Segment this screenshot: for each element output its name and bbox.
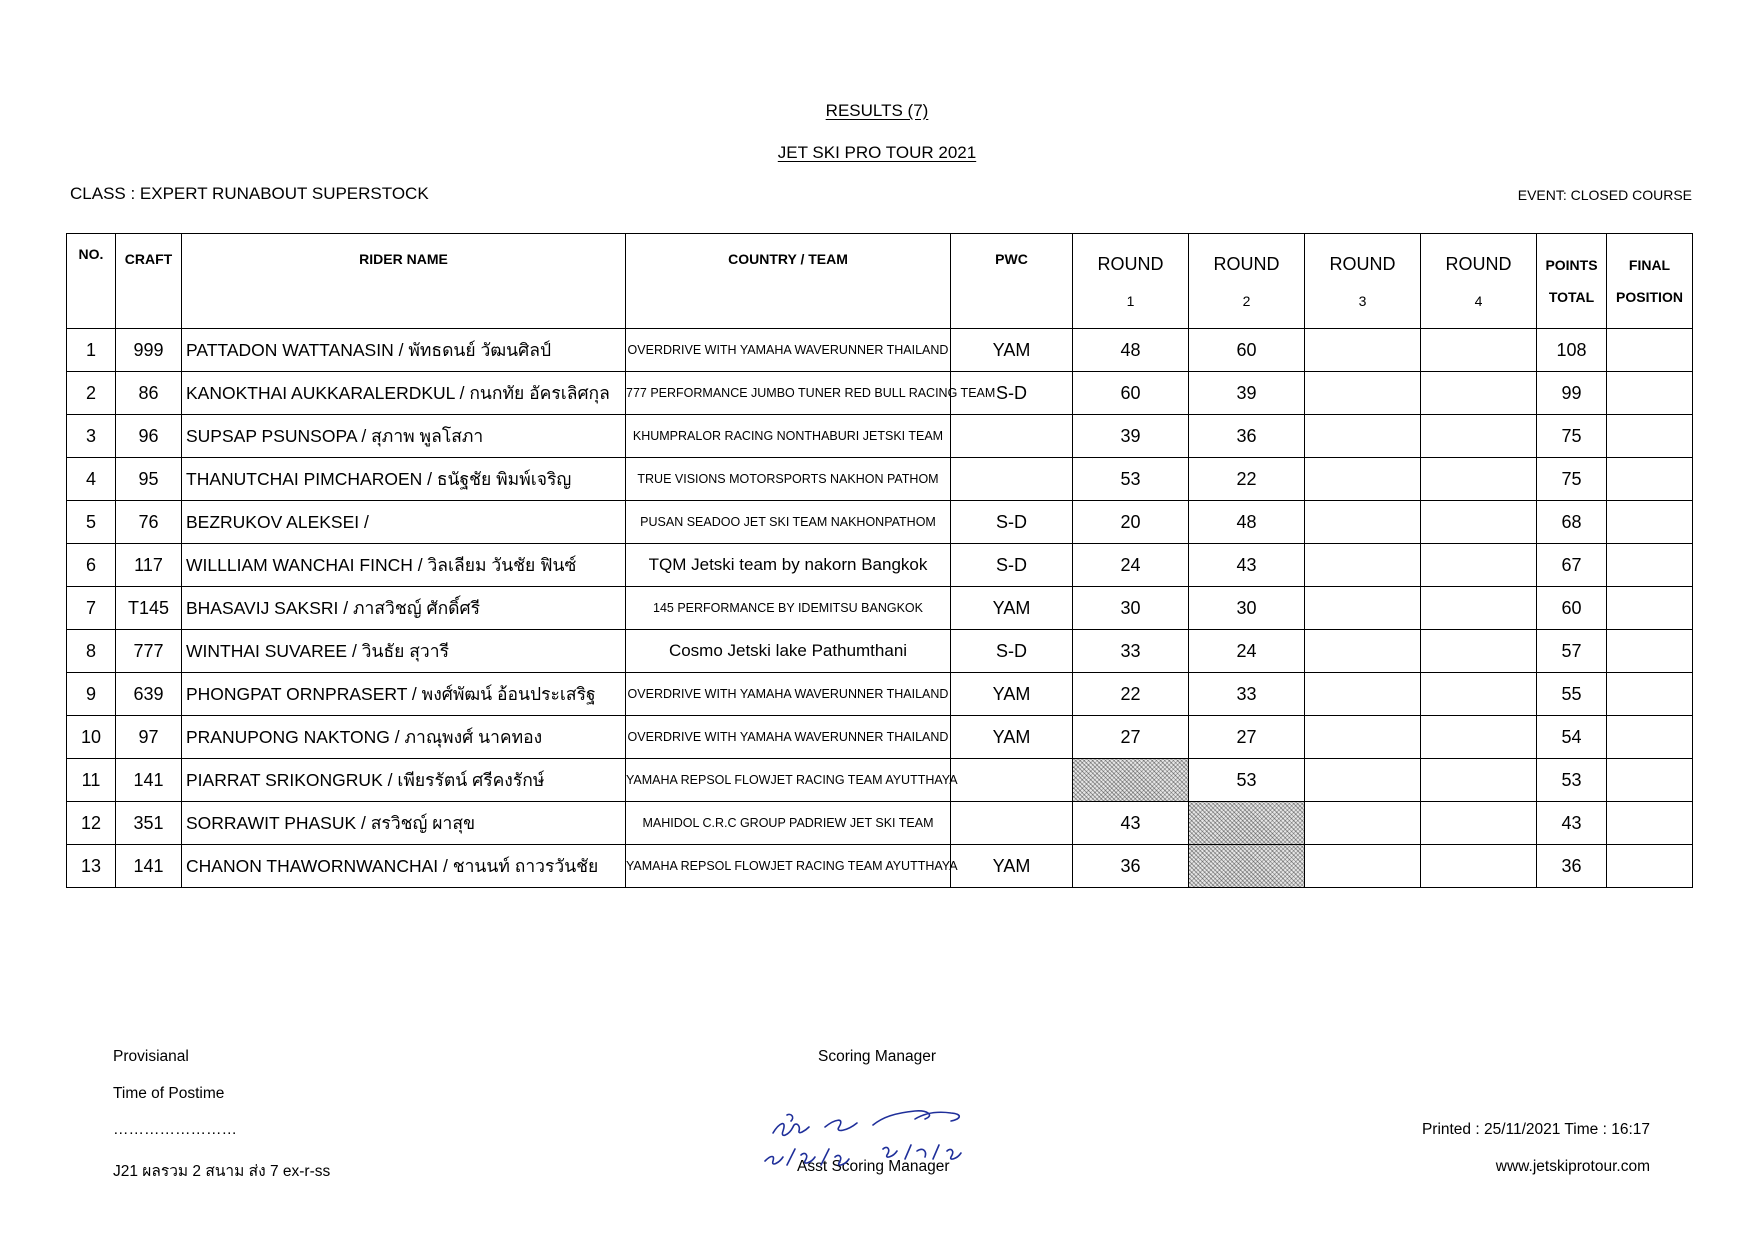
cell-points-total: 75 <box>1537 415 1607 458</box>
cell-points-total: 68 <box>1537 501 1607 544</box>
cell-no: 3 <box>67 415 116 458</box>
col-header-pwc: PWC <box>951 234 1073 329</box>
cell-pwc: S-D <box>951 372 1073 415</box>
col-header-craft: CRAFT <box>116 234 182 329</box>
cell-country-team: YAMAHA REPSOL FLOWJET RACING TEAM AYUTTHAYA <box>626 759 951 802</box>
cell-round-3 <box>1305 544 1421 587</box>
col-header-round-1: ROUND 1 <box>1073 234 1189 329</box>
cell-craft: 86 <box>116 372 182 415</box>
cell-rider-name: PRANUPONG NAKTONG / ภาณุพงศ์ นาคทอง <box>182 716 626 759</box>
cell-round-4 <box>1421 501 1537 544</box>
col-header-round-3: ROUND 3 <box>1305 234 1421 329</box>
cell-round-1: 22 <box>1073 673 1189 716</box>
website-url: www.jetskiprotour.com <box>1495 1158 1650 1175</box>
cell-round-2: 33 <box>1189 673 1305 716</box>
cell-round-2: 22 <box>1189 458 1305 501</box>
cell-pwc: S-D <box>951 544 1073 587</box>
cell-country-team: TRUE VISIONS MOTORSPORTS NAKHON PATHOM <box>626 458 951 501</box>
cell-final-position <box>1607 372 1693 415</box>
cell-rider-name: THANUTCHAI PIMCHAROEN / ธนัฐชัย พิมพ์เจริญ <box>182 458 626 501</box>
cell-final-position <box>1607 501 1693 544</box>
col-header-rider: RIDER NAME <box>182 234 626 329</box>
cell-final-position <box>1607 673 1693 716</box>
table-row <box>67 802 1693 845</box>
cell-rider-name: CHANON THAWORNWANCHAI / ชานนท์ ถาวรวันชัย <box>182 845 626 888</box>
cell-points-total: 108 <box>1537 329 1607 372</box>
cell-craft: T145 <box>116 587 182 630</box>
cell-final-position <box>1607 458 1693 501</box>
cell-round-1: 30 <box>1073 587 1189 630</box>
cell-craft: 117 <box>116 544 182 587</box>
cell-round-3 <box>1305 329 1421 372</box>
cell-round-3 <box>1305 458 1421 501</box>
cell-final-position <box>1607 415 1693 458</box>
cell-round-4 <box>1421 759 1537 802</box>
cell-craft: 97 <box>116 716 182 759</box>
cell-round-4 <box>1421 845 1537 888</box>
event-label: EVENT: CLOSED COURSE <box>1517 187 1692 203</box>
cell-points-total: 75 <box>1537 458 1607 501</box>
cell-round-1: 24 <box>1073 544 1189 587</box>
cell-no: 13 <box>67 845 116 888</box>
cell-rider-name: BEZRUKOV ALEKSEI / <box>182 501 626 544</box>
cell-points-total: 57 <box>1537 630 1607 673</box>
cell-round-2: 43 <box>1189 544 1305 587</box>
cell-round-4 <box>1421 329 1537 372</box>
cell-round-4 <box>1421 458 1537 501</box>
cell-pwc <box>951 759 1073 802</box>
cell-round-4 <box>1421 587 1537 630</box>
class-label: CLASS : EXPERT RUNABOUT SUPERSTOCK <box>70 184 429 203</box>
cell-country-team: OVERDRIVE WITH YAMAHA WAVERUNNER THAILAND <box>626 329 951 372</box>
cell-round-1: 60 <box>1073 372 1189 415</box>
cell-points-total: 99 <box>1537 372 1607 415</box>
cell-round-3 <box>1305 845 1421 888</box>
cell-rider-name: SORRAWIT PHASUK / สรวิชญ์ ผาสุข <box>182 802 626 845</box>
table-row <box>67 673 1693 716</box>
cell-round-2-shaded <box>1189 802 1305 845</box>
cell-final-position <box>1607 544 1693 587</box>
table-row <box>67 845 1693 888</box>
cell-country-team: OVERDRIVE WITH YAMAHA WAVERUNNER THAILAND <box>626 716 951 759</box>
table-row <box>67 544 1693 587</box>
cell-round-2: 60 <box>1189 329 1305 372</box>
cell-round-3 <box>1305 802 1421 845</box>
table-header-row <box>67 234 1693 329</box>
cell-pwc: YAM <box>951 845 1073 888</box>
cell-round-4 <box>1421 716 1537 759</box>
document-subtitle: JET SKI PRO TOUR 2021 <box>777 143 977 162</box>
time-of-postime-label: Time of Postime <box>113 1085 225 1102</box>
cell-no: 6 <box>67 544 116 587</box>
cell-points-total: 60 <box>1537 587 1607 630</box>
cell-rider-name: PIARRAT SRIKONGRUK / เพียรรัตน์ ศรีคงรักษ์ <box>182 759 626 802</box>
cell-round-4 <box>1421 544 1537 587</box>
cell-craft: 141 <box>116 759 182 802</box>
cell-no: 8 <box>67 630 116 673</box>
cell-rider-name: BHASAVIJ SAKSRI / ภาสวิชญ์ ศักดิ์ศรี <box>182 587 626 630</box>
table-row <box>67 630 1693 673</box>
file-reference: J21 ผลรวม 2 สนาม ส่ง 7 ex-r-ss <box>113 1163 331 1180</box>
cell-round-2: 36 <box>1189 415 1305 458</box>
cell-country-team: OVERDRIVE WITH YAMAHA WAVERUNNER THAILAND <box>626 673 951 716</box>
scoring-manager-label: Scoring Manager <box>818 1048 937 1065</box>
provisional-label: Provisianal <box>113 1048 189 1065</box>
table-row <box>67 415 1693 458</box>
cell-country-team: MAHIDOL C.R.C GROUP PADRIEW JET SKI TEAM <box>626 802 951 845</box>
cell-final-position <box>1607 329 1693 372</box>
cell-round-1: 39 <box>1073 415 1189 458</box>
cell-round-4 <box>1421 630 1537 673</box>
cell-pwc: S-D <box>951 501 1073 544</box>
cell-craft: 351 <box>116 802 182 845</box>
cell-points-total: 67 <box>1537 544 1607 587</box>
table-row <box>67 329 1693 372</box>
printed-timestamp: Printed : 25/11/2021 Time : 16:17 <box>1421 1121 1650 1138</box>
cell-final-position <box>1607 802 1693 845</box>
cell-pwc: S-D <box>951 630 1073 673</box>
cell-pwc: YAM <box>951 587 1073 630</box>
cell-country-team: KHUMPRALOR RACING NONTHABURI JETSKI TEAM <box>626 415 951 458</box>
cell-no: 4 <box>67 458 116 501</box>
cell-points-total: 43 <box>1537 802 1607 845</box>
cell-craft: 999 <box>116 329 182 372</box>
asst-scoring-manager-label: Asst Scoring Manager <box>797 1158 950 1175</box>
cell-country-team: YAMAHA REPSOL FLOWJET RACING TEAM AYUTTHAYA <box>626 845 951 888</box>
cell-round-2: 48 <box>1189 501 1305 544</box>
table-row <box>67 501 1693 544</box>
col-header-final-position: FINAL POSITION <box>1607 234 1693 329</box>
cell-round-3 <box>1305 415 1421 458</box>
cell-pwc: YAM <box>951 673 1073 716</box>
cell-final-position <box>1607 845 1693 888</box>
cell-round-2-shaded <box>1189 845 1305 888</box>
cell-pwc <box>951 458 1073 501</box>
cell-final-position <box>1607 716 1693 759</box>
cell-round-3 <box>1305 372 1421 415</box>
cell-no: 11 <box>67 759 116 802</box>
cell-craft: 141 <box>116 845 182 888</box>
cell-craft: 639 <box>116 673 182 716</box>
cell-country-team: Cosmo Jetski lake Pathumthani <box>626 630 951 673</box>
cell-round-1: 43 <box>1073 802 1189 845</box>
cell-round-2: 53 <box>1189 759 1305 802</box>
cell-final-position <box>1607 630 1693 673</box>
cell-round-4 <box>1421 372 1537 415</box>
cell-craft: 95 <box>116 458 182 501</box>
cell-final-position <box>1607 587 1693 630</box>
table-row <box>67 372 1693 415</box>
cell-country-team: 145 PERFORMANCE BY IDEMITSU BANGKOK <box>626 587 951 630</box>
cell-round-1: 27 <box>1073 716 1189 759</box>
col-header-points-total: POINTS TOTAL <box>1537 234 1607 329</box>
cell-pwc <box>951 802 1073 845</box>
document-title: RESULTS (7) <box>825 101 929 120</box>
cell-round-2: 30 <box>1189 587 1305 630</box>
cell-round-1: 36 <box>1073 845 1189 888</box>
cell-round-4 <box>1421 802 1537 845</box>
cell-pwc <box>951 415 1073 458</box>
col-header-round-4: ROUND 4 <box>1421 234 1537 329</box>
cell-country-team: TQM Jetski team by nakorn Bangkok <box>626 544 951 587</box>
cell-round-1-shaded <box>1073 759 1189 802</box>
cell-round-1: 20 <box>1073 501 1189 544</box>
cell-points-total: 36 <box>1537 845 1607 888</box>
cell-no: 12 <box>67 802 116 845</box>
cell-round-3 <box>1305 501 1421 544</box>
cell-round-3 <box>1305 587 1421 630</box>
cell-points-total: 53 <box>1537 759 1607 802</box>
cell-round-3 <box>1305 759 1421 802</box>
col-header-round-2: ROUND 2 <box>1189 234 1305 329</box>
results-table <box>66 233 1693 888</box>
cell-craft: 76 <box>116 501 182 544</box>
cell-round-1: 48 <box>1073 329 1189 372</box>
cell-round-3 <box>1305 716 1421 759</box>
cell-no: 9 <box>67 673 116 716</box>
cell-round-2: 24 <box>1189 630 1305 673</box>
cell-craft: 96 <box>116 415 182 458</box>
cell-rider-name: WINTHAI SUVAREE / วินธัย สุวารี <box>182 630 626 673</box>
cell-rider-name: KANOKTHAI AUKKARALERDKUL / กนกทัย อัครเลิศกุล <box>182 372 626 415</box>
handwritten-signature <box>765 1105 1015 1170</box>
cell-rider-name: WILLLIAM WANCHAI FINCH / วิลเลียม วันชัย ฟินซ์ <box>182 544 626 587</box>
cell-craft: 777 <box>116 630 182 673</box>
cell-round-2: 39 <box>1189 372 1305 415</box>
cell-country-team: 777 PERFORMANCE JUMBO TUNER RED BULL RACING TEAM <box>626 372 951 415</box>
cell-no: 2 <box>67 372 116 415</box>
cell-round-1: 33 <box>1073 630 1189 673</box>
cell-rider-name: SUPSAP PSUNSOPA / สุภาพ พูลโสภา <box>182 415 626 458</box>
cell-round-4 <box>1421 415 1537 458</box>
table-row <box>67 716 1693 759</box>
cell-pwc: YAM <box>951 329 1073 372</box>
cell-pwc: YAM <box>951 716 1073 759</box>
cell-round-1: 53 <box>1073 458 1189 501</box>
cell-points-total: 54 <box>1537 716 1607 759</box>
table-row <box>67 458 1693 501</box>
table-row <box>67 759 1693 802</box>
cell-final-position <box>1607 759 1693 802</box>
cell-rider-name: PATTADON WATTANASIN / พัทธดนย์ วัฒนศิลป์ <box>182 329 626 372</box>
table-row <box>67 587 1693 630</box>
cell-no: 7 <box>67 587 116 630</box>
cell-round-4 <box>1421 673 1537 716</box>
col-header-no: NO. <box>67 234 116 329</box>
cell-points-total: 55 <box>1537 673 1607 716</box>
cell-round-3 <box>1305 673 1421 716</box>
cell-country-team: PUSAN SEADOO JET SKI TEAM NAKHONPATHOM <box>626 501 951 544</box>
cell-no: 10 <box>67 716 116 759</box>
cell-round-2: 27 <box>1189 716 1305 759</box>
cell-no: 5 <box>67 501 116 544</box>
cell-rider-name: PHONGPAT ORNPRASERT / พงศ์พัฒน์ อ้อนประเสริฐ <box>182 673 626 716</box>
postime-blank: …………………… <box>113 1121 237 1138</box>
cell-round-3 <box>1305 630 1421 673</box>
results-table-body <box>67 329 1693 888</box>
cell-no: 1 <box>67 329 116 372</box>
col-header-team: COUNTRY / TEAM <box>626 234 951 329</box>
